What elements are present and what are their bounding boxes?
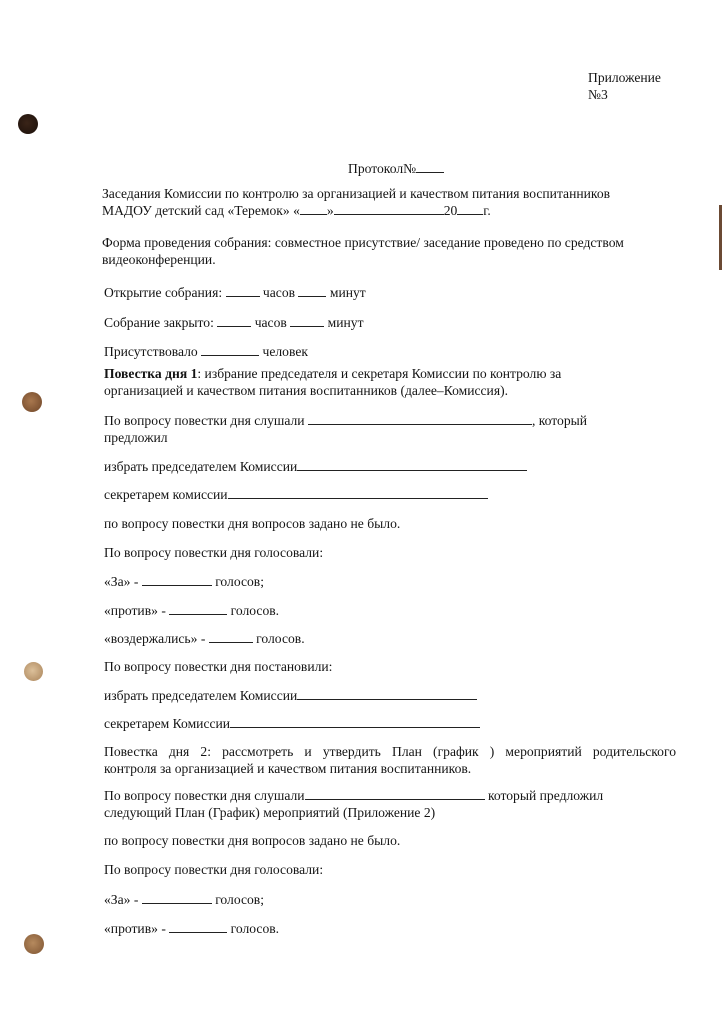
agenda-1-vote-abstain: «воздержались» - голосов. (104, 631, 305, 646)
agenda-1-resolved: По вопросу повестки дня постановили: (104, 659, 333, 674)
agenda-1-chair: избрать председателем Комиссии (104, 458, 527, 475)
agenda-1-voted: По вопросу повестки дня голосовали: (104, 545, 324, 560)
agenda-2-voted: По вопросу повестки дня голосовали: (104, 862, 324, 877)
agenda-2: Повестка дня 2: рассмотреть и утвердить План (график ) мероприятий родительского контроля за организацией и качеством питания воспитанников. (104, 744, 676, 776)
punch-hole-1 (18, 114, 38, 134)
opening-time: Открытие собрания: часов минут (104, 285, 366, 300)
meeting-form: Форма проведения собрания: совместное присутствие/ заседание проведено по средством видеоконференции. (102, 235, 624, 267)
agenda-2-vote-against: «против» - голосов. (104, 921, 280, 936)
agenda-1: Повестка дня 1: избрание председателя и секретаря Комиссии по контролю за организацией и качеством питания воспитанников (далее–Комиссия). (104, 366, 562, 398)
appendix-label: Приложение №3 (588, 70, 661, 102)
punch-hole-3 (24, 662, 43, 681)
agenda-2-heard: По вопросу повестки дня слушали который предложил следующий План (График) мероприятий (Приложение 2) (104, 788, 604, 820)
agenda-1-vote-against: «против» - голосов. (104, 603, 280, 618)
attendance: Присутствовало человек (104, 344, 308, 359)
agenda-1-heard: По вопросу повестки дня слушали , который предложил (104, 413, 588, 445)
agenda-1-secretary: секретарем комиссии (104, 486, 488, 503)
agenda-1-vote-for: «За» - голосов; (104, 574, 264, 589)
punch-hole-2 (22, 392, 42, 412)
meeting-header: Заседания Комиссии по контролю за организацией и качеством питания воспитанников МАДОУ детский сад «Теремок» « » 20 г. (102, 186, 611, 218)
agenda-1-resolved-chair: избрать председателем Комиссии (104, 687, 477, 704)
agenda-2-vote-for: «За» - голосов; (104, 892, 264, 907)
punch-hole-4 (24, 934, 44, 954)
agenda-1-no-questions: по вопросу повестки дня вопросов задано не было. (104, 516, 401, 531)
agenda-1-resolved-secretary: секретарем Комиссии (104, 715, 480, 732)
protocol-title: Протокол№ (348, 160, 444, 177)
agenda-2-no-questions: по вопросу повестки дня вопросов задано не было. (104, 833, 401, 848)
closing-time: Собрание закрыто: часов минут (104, 315, 364, 330)
